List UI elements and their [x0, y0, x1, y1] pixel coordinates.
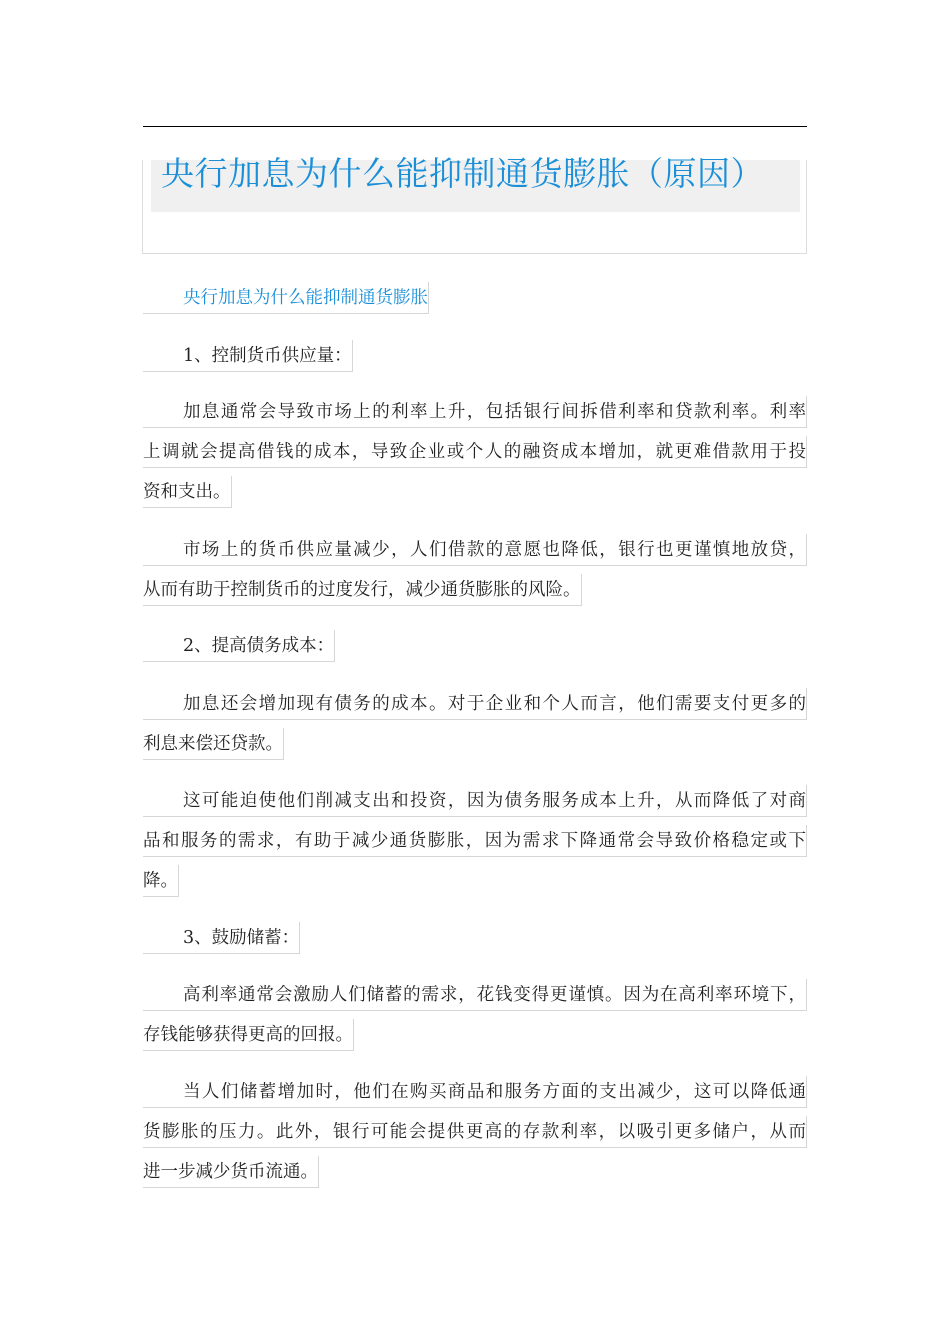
paragraph-line: 这可能迫使他们削减支出和投资，因为债务服务成本上升，从而降低了对商 — [143, 785, 807, 817]
title-box — [142, 154, 807, 254]
paragraph-line: 降。 — [143, 865, 179, 897]
paragraph-line: 利息来偿还贷款。 — [143, 728, 284, 760]
paragraph-line: 当人们储蓄增加时，他们在购买商品和服务方面的支出减少，这可以降低通 — [143, 1076, 807, 1108]
paragraph-line: 加息通常会导致市场上的利率上升，包括银行间拆借利率和贷款利率。利率 — [143, 396, 807, 428]
page-title: 央行加息为什么能抑制通货膨胀（原因） — [161, 154, 764, 193]
paragraph-line: 上调就会提高借钱的成本，导致企业或个人的融资成本增加，就更难借款用于投 — [143, 436, 807, 468]
paragraph-line: 品和服务的需求，有助于减少通货膨胀，因为需求下降通常会导致价格稳定或下 — [143, 825, 807, 857]
paragraph-line: 存钱能够获得更高的回报。 — [143, 1019, 354, 1051]
top-rule — [143, 126, 807, 127]
paragraph-line: 货膨胀的压力。此外，银行可能会提供更高的存款利率，以吸引更多储户，从而 — [143, 1116, 807, 1148]
paragraph-line: 加息还会增加现有债务的成本。对于企业和个人而言，他们需要支付更多的 — [143, 688, 807, 720]
paragraph-line: 高利率通常会激励人们储蓄的需求，花钱变得更谨慎。因为在高利率环境下， — [143, 979, 807, 1011]
paragraph-line: 从而有助于控制货币的过度发行，减少通货膨胀的风险。 — [143, 574, 582, 606]
paragraph-line: 资和支出。 — [143, 476, 232, 508]
title-band — [151, 154, 800, 212]
paragraph-line: 进一步减少货币流通。 — [143, 1156, 319, 1188]
subtitle: 央行加息为什么能抑制通货膨胀 — [143, 282, 429, 314]
section-heading: 3、鼓励储蓄： — [143, 922, 300, 954]
section-heading: 2、提高债务成本： — [143, 630, 335, 662]
section-heading: 1、控制货币供应量： — [143, 340, 353, 372]
paragraph-line: 市场上的货币供应量减少，人们借款的意愿也降低，银行也更谨慎地放贷， — [143, 534, 807, 566]
